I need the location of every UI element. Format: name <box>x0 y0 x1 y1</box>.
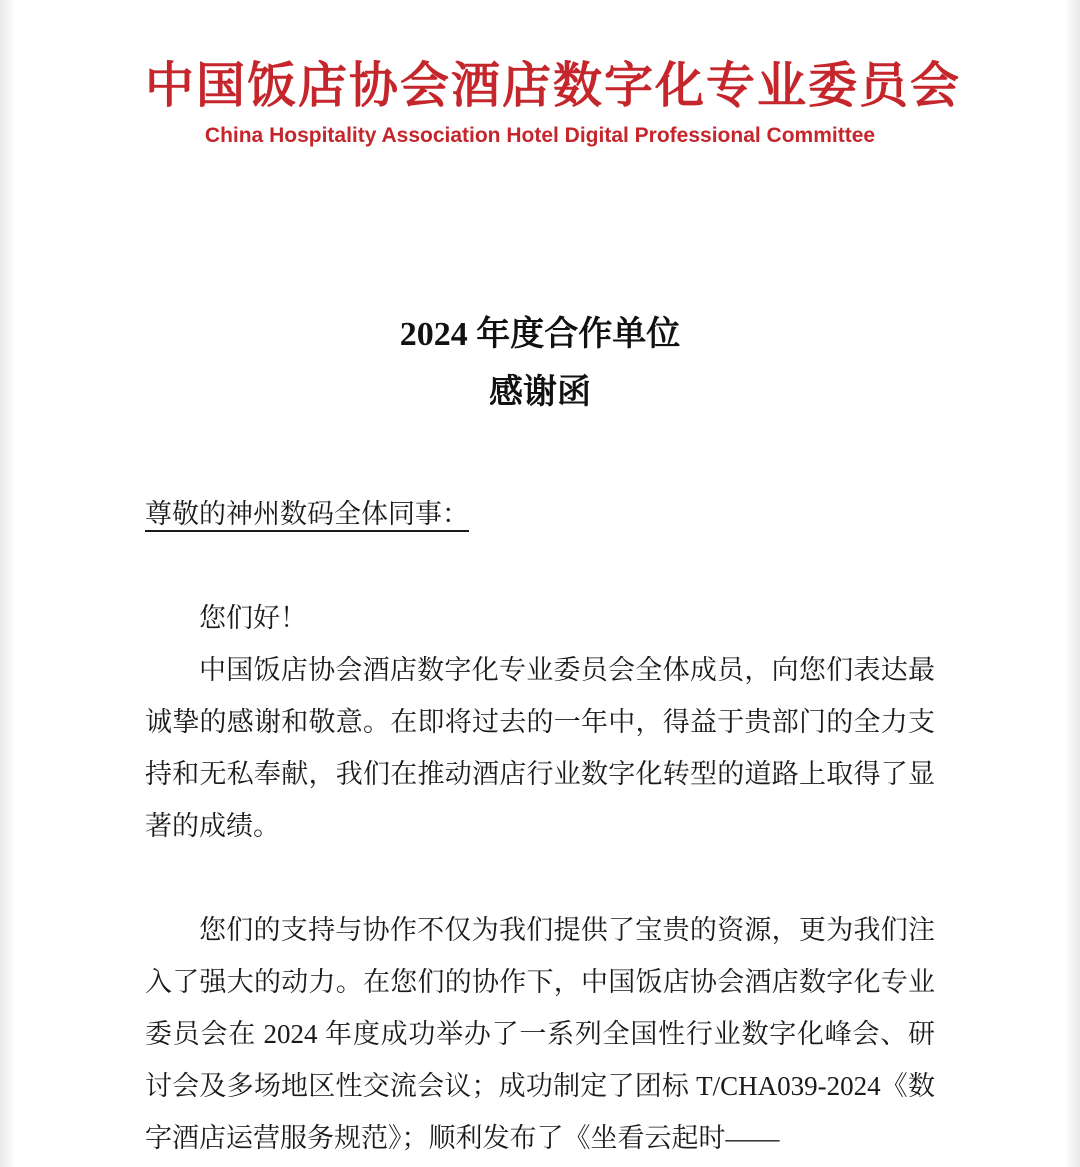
document-title <box>145 306 935 422</box>
body-paragraph-1: 中国饭店协会酒店数字化专业委员会全体成员，向您们表达最诚挚的感谢和敬意。在即将过去的一年中，得益于贵部门的全力支持和无私奉献，我们在推动酒店行业数字化转型的道路上取得了显著的成绩。 <box>145 655 935 842</box>
salutation-text: 尊敬的神州数码全体同事： <box>145 499 469 530</box>
salutation <box>145 494 935 534</box>
greeting-paragraph: 您们好！ <box>199 603 307 634</box>
letter-body <box>145 592 935 1164</box>
document-title-line1: 2024 年度合作单位 <box>399 316 681 354</box>
document-title-line2: 感谢函 <box>489 374 591 412</box>
letterhead <box>145 58 962 148</box>
body-paragraph-2: 您们的支持与协作不仅为我们提供了宝贵的资源，更为我们注入了强大的动力。在您们的协作下，中国饭店协会酒店数字化专业委员会在 2024 年度成功举办了一系列全国性行业数字化峰会、研讨会及多场地区性交流会议；成功制定了团标 T/CHA039-2024《数字酒店运营服务规范》；顺利发布了《坐看云起时—— <box>145 915 935 1154</box>
org-title-zh: 中国饭店协会酒店数字化专业委员会 <box>145 59 962 113</box>
org-title-en: China Hospitality Association Hotel Digital Professional Committee <box>204 124 876 148</box>
